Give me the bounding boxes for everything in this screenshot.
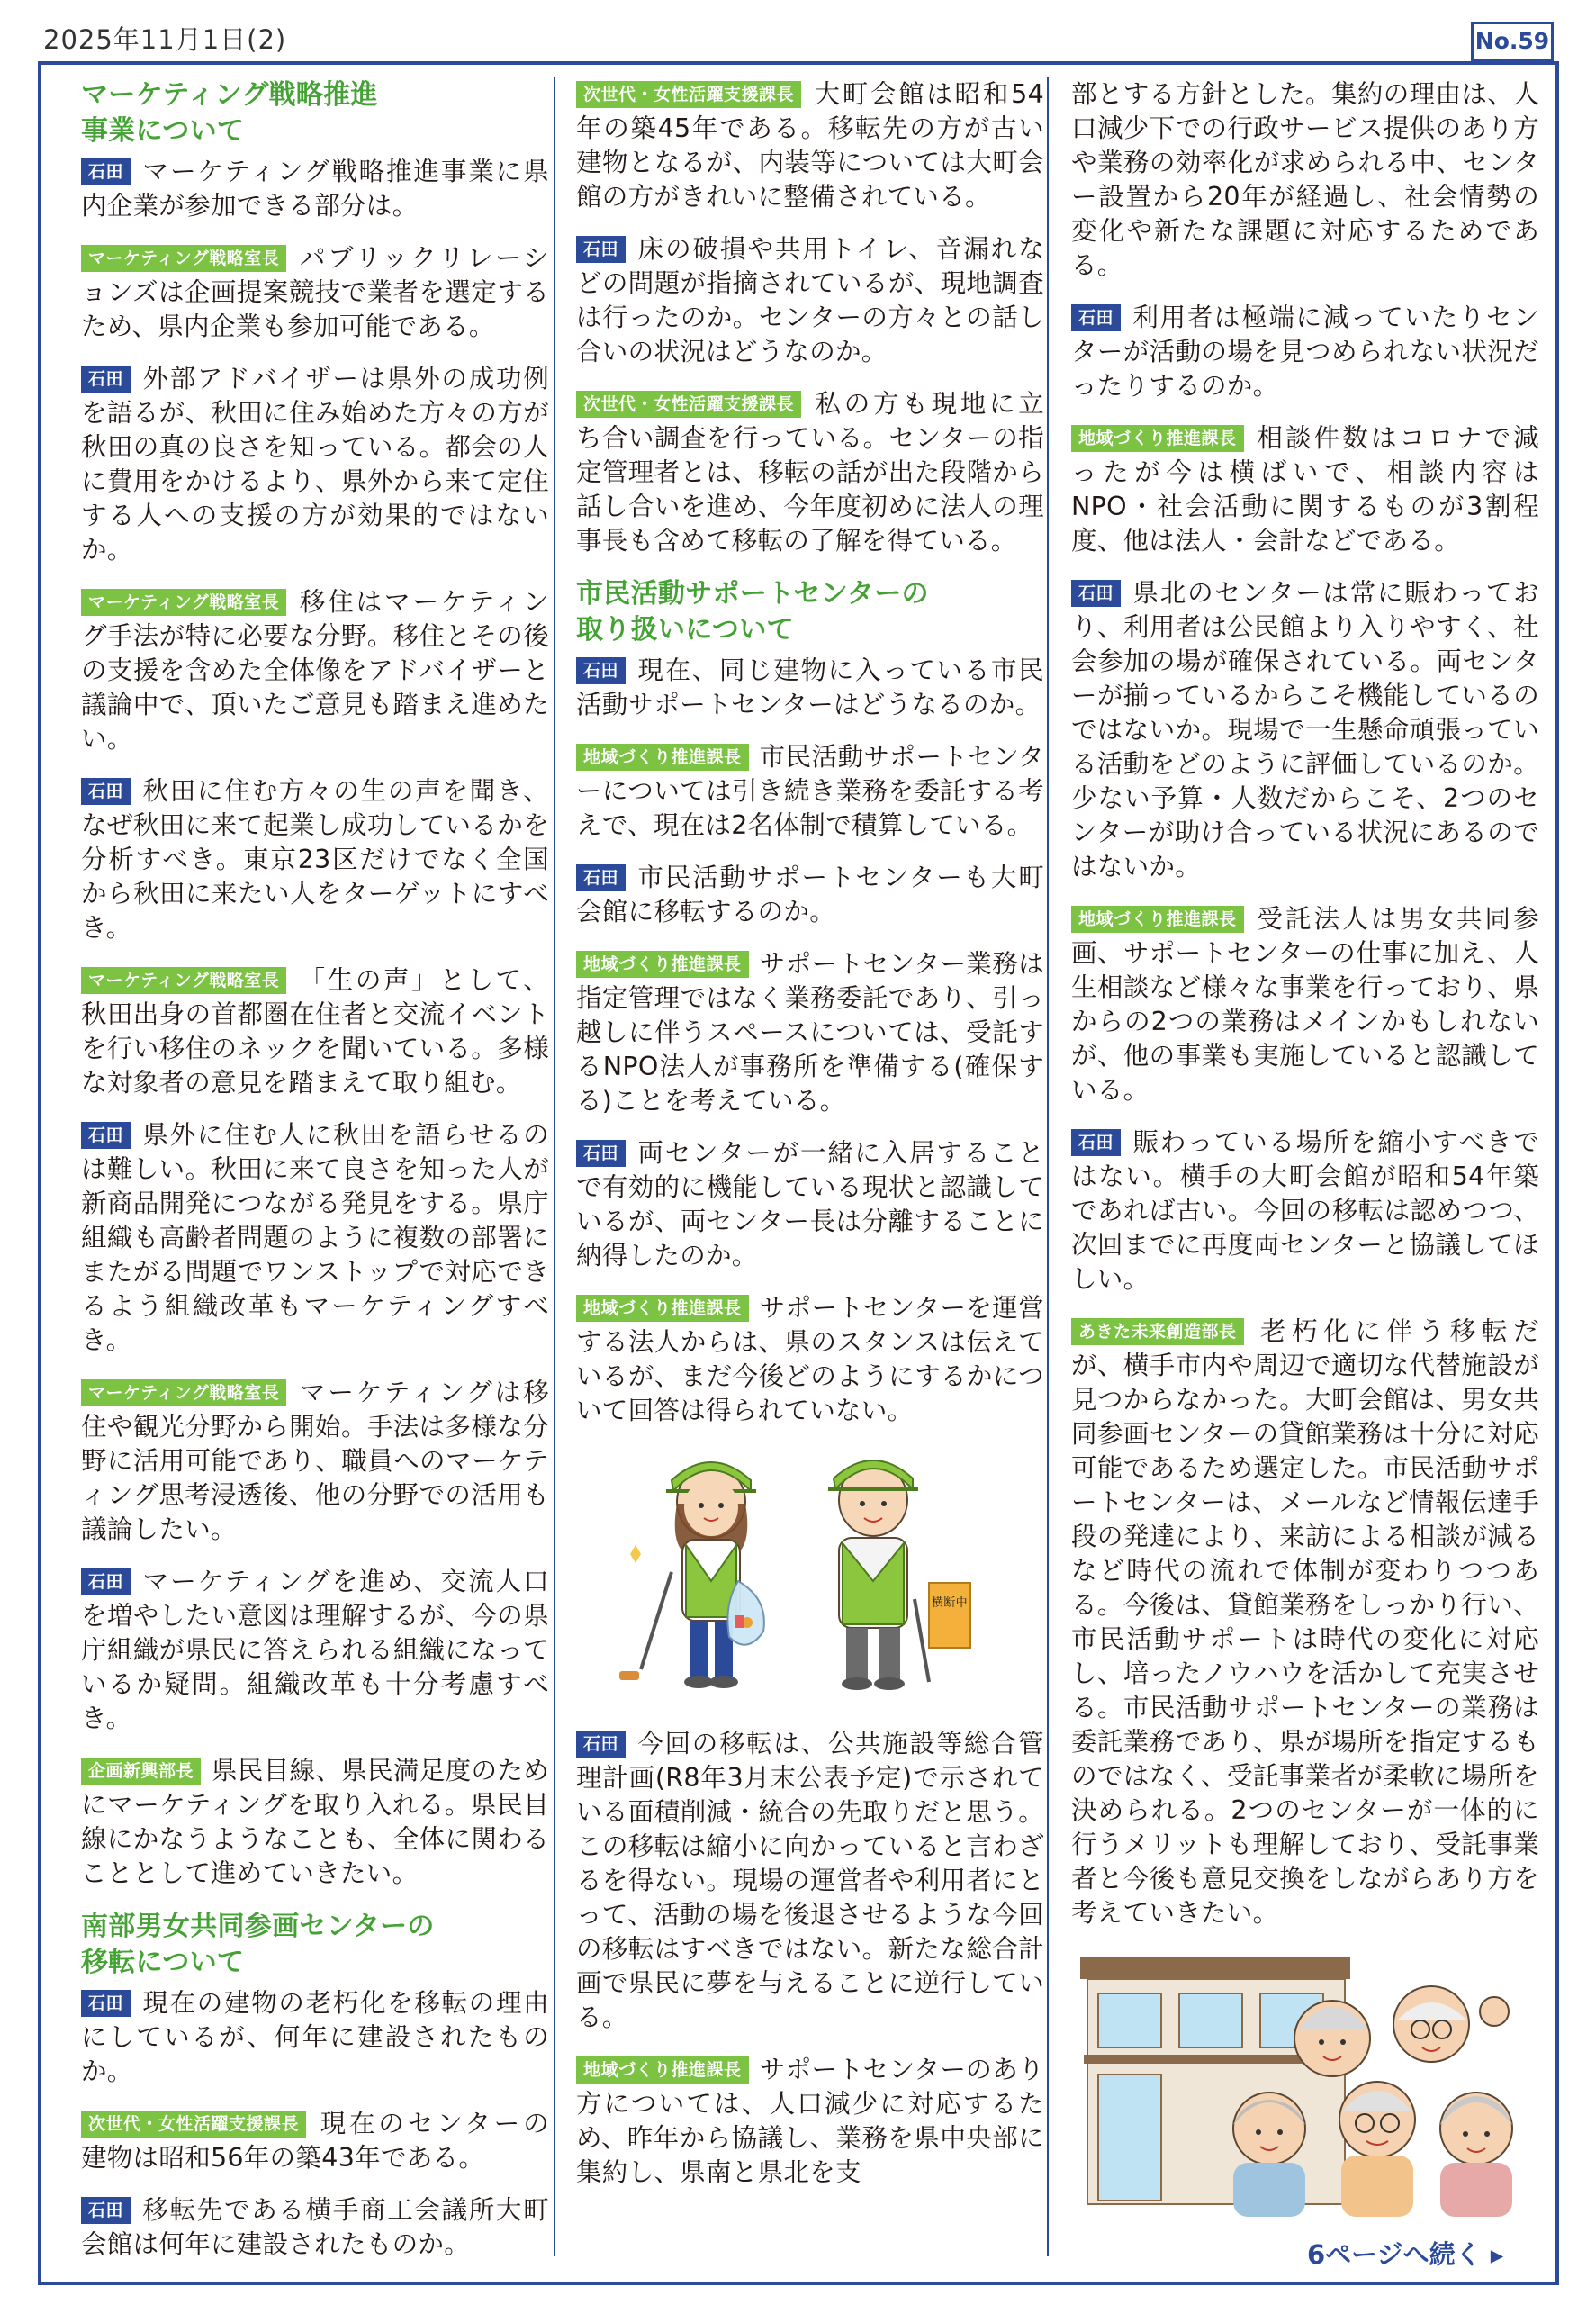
qa-paragraph xyxy=(576,1727,1044,2035)
qa-paragraph xyxy=(81,1754,549,1891)
paragraph-text: 相談件数はコロナで減ったが今は横ばいで、相談内容はNPO・社会活動に関するものが3割程度、他は法人・会計などである。 xyxy=(1071,423,1539,556)
volunteer-illustration xyxy=(576,1446,1044,1707)
paragraph-text: 外部アドバイザーは県外の成功例を語るが、秋田に住み始めた方々の方が秋田の真の良さを知っている。都会の人に費用をかけるより、県外から来て定住する人への支援の方が効果的ではないか。 xyxy=(81,364,549,565)
paragraph-text: 秋田に住む方々の生の声を聞き、なぜ秋田に来て起業し成功しているかを分析すべき。東京23区だけでなく全国から秋田に来たい人をターゲットにすべき。 xyxy=(81,776,549,943)
speaker-tag: 石田 xyxy=(576,236,626,263)
paragraph-text: 私の方も現地に立ち合い調査を行っている。センターの指定管理者とは、移転の話が出た段階から話し合いを進め、今年度初めに法人の理事長も含めて移転の了解を得ている。 xyxy=(576,389,1044,556)
paragraph-text: 「生の声」として、秋田出身の首都圏在住者と交流イベントを行い移住のネックを聞いている。多様な対象者の意見を踏まえて取り組む。 xyxy=(81,965,549,1098)
column-3 xyxy=(1071,77,1539,2238)
qa-paragraph xyxy=(1071,421,1539,558)
qa-paragraph xyxy=(576,1136,1044,1273)
paragraph-text: 移転先である横手商工会議所大町会館は何年に建設されたものか。 xyxy=(81,2195,549,2259)
qa-paragraph xyxy=(576,654,1044,722)
qa-paragraph xyxy=(1071,1315,1539,1930)
speaker-tag: 地域づくり推進課長 xyxy=(576,951,749,978)
paragraph-text: 今回の移転は、公共施設等総合管理計画(R8年3月末公表予定)で示されている面積削減・統合の先取りだと思う。この移転は縮小に向かっていると言わざるを得ない。現場の運営者や利用者にとって、活動の場を後退させるような今回の移転はすべきではない。新たな総合計画で県民に夢を与えることに逆行している。 xyxy=(576,1729,1044,2032)
qa-paragraph xyxy=(81,585,549,756)
paragraph-text: 利用者は極端に減っていたりセンターが活動の場を見つめられない状況だったりするのか。 xyxy=(1071,303,1539,401)
speaker-tag: 石田 xyxy=(81,778,131,805)
continue-to-page-6-link[interactable]: 6ページへ続く ▸ xyxy=(1307,2239,1504,2270)
qa-paragraph xyxy=(576,861,1044,929)
section-heading-marketing: マーケティング戦略推進 事業について xyxy=(81,79,378,147)
paragraph-text: 賑わっている場所を縮小すべきではない。横手の大町会館が昭和54年築であれば古い。今回の移転は認めつつ、次回までに再度両センターと協議してほしい。 xyxy=(1071,1127,1539,1294)
paragraph-text: マーケティング戦略推進事業に県内企業が参加できる部分は。 xyxy=(81,157,549,221)
speaker-tag: 石田 xyxy=(576,1731,626,1758)
speaker-tag: 石田 xyxy=(81,366,131,393)
qa-paragraph xyxy=(576,947,1044,1118)
speaker-tag: 地域づくり推進課長 xyxy=(1071,906,1244,933)
speaker-tag: 地域づくり推進課長 xyxy=(1071,425,1244,452)
speaker-tag: 地域づくり推進課長 xyxy=(576,2056,749,2084)
qa-paragraph xyxy=(81,963,549,1100)
speaker-tag: マーケティング戦略室長 xyxy=(81,1379,286,1406)
speaker-tag: 石田 xyxy=(1071,1129,1121,1156)
speaker-tag: マーケティング戦略室長 xyxy=(81,245,286,272)
paragraph-text: 県北のセンターは常に賑わっており、利用者は公民館より入りやすく、社会参加の場が確保されている。両センターが揃っているからこそ機能しているのではないか。現場で一生懸命頑張っている活動をどのように評価しているのか。少ない予算・人数だからこそ、2つのセンターが助け合っている状況にあるのではないか。 xyxy=(1071,578,1539,881)
speaker-tag: 石田 xyxy=(81,1990,131,2017)
column-divider xyxy=(1047,77,1049,2256)
paragraph-text: 現在の建物の老朽化を移転の理由にしているが、何年に建設されたものか。 xyxy=(81,1988,549,2086)
paragraph-text: 市民活動サポートセンターについては引き続き業務を委託する考えで、現在は2名体制で積算している。 xyxy=(576,742,1044,840)
seniors-building-illustration-icon xyxy=(1071,1948,1539,2219)
paragraph-text: マーケティングを進め、交流人口を増やしたい意図は理解するが、今の県庁組織が県民に答えられる組織になっているか疑問。組織改革も十分考慮すべき。 xyxy=(81,1567,549,1733)
crossing-flag-text: 横断中 xyxy=(932,1596,968,1610)
column-divider xyxy=(554,77,555,2256)
qa-paragraph xyxy=(576,740,1044,843)
paragraph-text: サポートセンター業務は指定管理ではなく業務委託であり、引っ越しに伴うスペースについては、受託するNPO法人が事務所を準備する(確保する)ことを考えている。 xyxy=(576,949,1044,1116)
qa-paragraph xyxy=(1071,301,1539,403)
qa-paragraph xyxy=(81,1118,549,1358)
speaker-tag: 次世代・女性活躍支援課長 xyxy=(576,81,801,108)
seniors-building-illustration xyxy=(1071,1948,1539,2219)
speaker-tag: 石田 xyxy=(1071,304,1121,331)
qa-paragraph xyxy=(576,232,1044,369)
qa-paragraph xyxy=(81,1376,549,1547)
paragraph-text: 床の破損や共用トイレ、音漏れなどの問題が指摘されているが、現地調査は行ったのか。センターの方々との話し合いの状況はどうなのか。 xyxy=(576,234,1044,366)
qa-paragraph xyxy=(576,77,1044,214)
continued-paragraph: 部とする方針とした。集約の理由は、人口減少下での行政サービス提供のあり方や業務の効率化が求められる中、センター設置から20年が経過し、社会情勢の変化や新たな課題に対応するためである。 xyxy=(1071,79,1539,280)
paragraph-text: 現在のセンターの建物は昭和56年の築43年である。 xyxy=(81,2109,549,2173)
paragraph-text: 両センターが一緒に入居することで有効的に機能している現状と認識しているが、両センター長は分離することに納得したのか。 xyxy=(576,1138,1044,1270)
speaker-tag: 地域づくり推進課長 xyxy=(576,744,749,771)
qa-paragraph xyxy=(1071,576,1539,884)
issue-number-badge: No.59 xyxy=(1471,22,1554,61)
speaker-tag: 石田 xyxy=(81,158,131,185)
speaker-tag: あきた未来創造部長 xyxy=(1071,1318,1244,1345)
qa-paragraph xyxy=(576,2053,1044,2190)
column-2 xyxy=(576,77,1044,2208)
speaker-tag: マーケティング戦略室長 xyxy=(81,967,286,994)
section-heading-support-center: 市民活動サポートセンターの 取り扱いについて xyxy=(576,578,929,646)
paragraph-text: サポートセンターを運営する法人からは、県のスタンスは伝えているが、まだ今後どのようにするかについて回答は得られていない。 xyxy=(576,1293,1044,1425)
speaker-tag: 次世代・女性活躍支援課長 xyxy=(81,2111,306,2138)
paragraph-text: 大町会館は昭和54年の築45年である。移転先の方が古い建物となるが、内装等については大町会館の方がきれいに整備されている。 xyxy=(576,79,1044,212)
section-heading-relocation: 南部男女共同参画センターの 移転について xyxy=(81,1911,435,1978)
column-1 xyxy=(81,77,549,2280)
qa-paragraph xyxy=(81,1986,549,2089)
qa-paragraph xyxy=(81,241,549,344)
qa-paragraph xyxy=(1071,902,1539,1107)
speaker-tag: 次世代・女性活躍支援課長 xyxy=(576,391,801,418)
speaker-tag: マーケティング戦略室長 xyxy=(81,589,286,616)
paragraph-text: 老朽化に伴う移転だが、横手市内や周辺で適切な代替施設が見つからなかった。大町会館は、男女共同参画センターの貸館業務は十分に対応可能であるため選定した。市民活動サポートセンターは、メールなど情報伝達手段の発達により、来訪による相談が減るなど時代の流れで体制が変わりつつある。今後は、貸館業務をしっかり行い、市民活動サポートは時代の変化に対応し、培ったノウハウを活かして充実させる。市民活動サポートセンターの業務は委託業務であり、県が場所を指定するものではなく、受託事業者が柔軟に場所を決められる。2つのセンターが一体的に行うメリットも理解しており、受託事業者と今後も意見交換をしながらあり方を考えていきたい。 xyxy=(1071,1316,1539,1928)
speaker-tag: 石田 xyxy=(576,1140,626,1167)
qa-paragraph xyxy=(576,1291,1044,1428)
qa-paragraph xyxy=(81,1565,549,1736)
speaker-tag: 地域づくり推進課長 xyxy=(576,1295,749,1322)
paragraph-text: マーケティングは移住や観光分野から開始。手法は多様な分野に活用可能であり、職員へのマーケティング思考浸透後、他の分野での活用も議論したい。 xyxy=(81,1378,549,1544)
paragraph-text: サポートセンターのあり方については、人口減少に対応するため、昨年から協議し、業務を県中央部に集約し、県南と県北を支 xyxy=(576,2055,1044,2187)
qa-paragraph xyxy=(81,2107,549,2175)
speaker-tag: 石田 xyxy=(576,657,626,684)
paragraph-text: 移住はマーケティング手法が特に必要な分野。移住とその後の支援を含めた全体像をアドバイザーと議論中で、頂いたご意見も踏まえ進めたい。 xyxy=(81,587,549,754)
issue-date: 2025年11月1日(2) xyxy=(43,24,287,55)
paragraph-text: 県外に住む人に秋田を語らせるのは難しい。秋田に来て良さを知った人が新商品開発につながる発見をする。県庁組織も高齢者問題のように複数の部署にまたがる問題でワンストップで対応できるよう組織改革もマーケティングすべき。 xyxy=(81,1120,549,1355)
qa-paragraph xyxy=(576,387,1044,558)
speaker-tag: 石田 xyxy=(81,1122,131,1149)
qa-paragraph xyxy=(81,2193,549,2262)
qa-paragraph xyxy=(81,155,549,223)
paragraph-text: 現在、同じ建物に入っている市民活動サポートセンターはどうなるのか。 xyxy=(576,655,1044,719)
paragraph-text: 市民活動サポートセンターも大町会館に移転するのか。 xyxy=(576,863,1044,927)
qa-paragraph xyxy=(1071,1125,1539,1297)
paragraph-text: パブリックリレーションズは企画提案競技で業者を選定するため、県内企業も参加可能である。 xyxy=(81,243,549,341)
speaker-tag: 石田 xyxy=(1071,580,1121,607)
paragraph-text: 県民目線、県民満足度のためにマーケティングを取り入れる。県民目線にかなうようなことも、全体に関わることとして進めていきたい。 xyxy=(81,1756,549,1888)
speaker-tag: 企画新興部長 xyxy=(81,1758,201,1785)
speaker-tag: 石田 xyxy=(81,1568,131,1595)
qa-paragraph xyxy=(81,774,549,945)
speaker-tag: 石田 xyxy=(576,864,626,891)
speaker-tag: 石田 xyxy=(81,2197,131,2224)
qa-paragraph xyxy=(81,362,549,567)
paragraph-text: 受託法人は男女共同参画、サポートセンターの仕事に加え、人生相談など様々な事業を行っており、県からの2つの業務はメインかもしれないが、他の事業も実施していると認識している。 xyxy=(1071,904,1539,1105)
volunteer-illustration-icon xyxy=(576,1446,1044,1707)
